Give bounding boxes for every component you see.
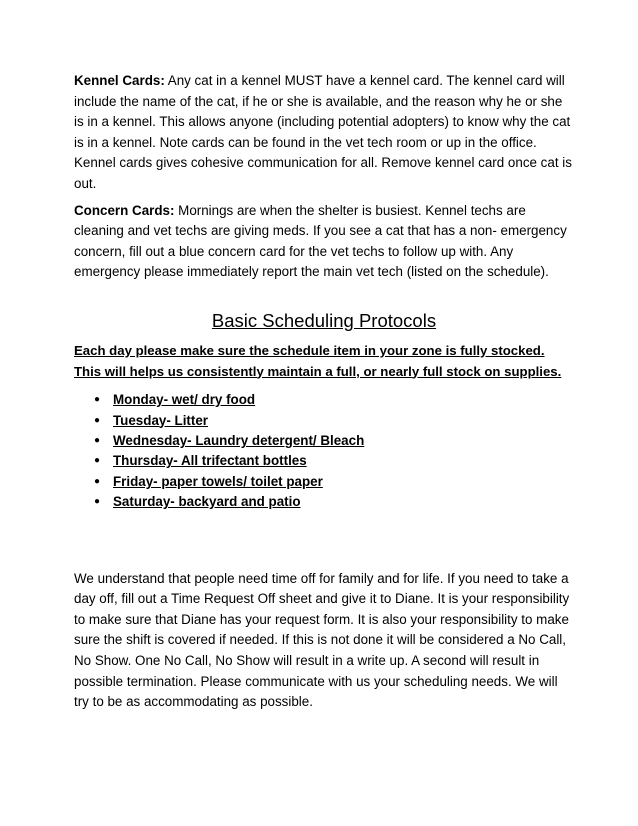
time-off-paragraph: We understand that people need time off for family and for life. If you need to take a day off, fill out a Time Request Off sheet and give it to Diane. It is your responsibility to make sure that Diane has your request form. It is also your responsibility to make sure the shift is covered if needed. If this is not done it will be considered a No Call, No Show. One No Call, No Show will result in a write up. A second will result in possible termination. Please communicate with us your scheduling needs. We will try to be as accommodating as possible. (74, 570, 570, 710)
schedule-item-text: Thursday- All trifectant bottles (113, 453, 307, 469)
scheduling-intro: Each day please make sure the schedule item in your zone is fully stocked. This will helps us consistently maintain a full, or nearly full stock on supplies. (74, 342, 562, 379)
list-item (74, 472, 574, 492)
schedule-item-text: Wednesday- Laundry detergent/ Bleach (113, 432, 365, 448)
bullet-icon: ● (94, 394, 101, 406)
list-item (74, 390, 574, 410)
concern-cards-term: Concern Cards: (74, 202, 175, 218)
bullet-icon: ● (94, 414, 101, 426)
bullet-icon: ● (94, 455, 101, 467)
schedule-item-text: Monday- wet/ dry food (113, 392, 256, 408)
kennel-cards-text: Any cat in a kennel MUST have a kennel card. The kennel card will include the name of the cat, if he or she is available, and the reason why he or she is in a kennel. This allows anyone (including potential adopters) to know why the cat is in a kennel. Note cards can be found in the vet tech room or up in the office. Kennel cards gives cohesive communication for all. Remove kennel card once cat is out. (74, 73, 572, 191)
schedule-item-text: Friday- paper towels/ toilet paper (113, 473, 323, 489)
schedule-item-text: Saturday- backyard and patio (113, 494, 301, 510)
list-item (74, 492, 574, 512)
schedule-item-text: Tuesday- Litter (113, 412, 208, 428)
kennel-cards-term: Kennel Cards: (74, 73, 165, 88)
kennel-cards-paragraph (74, 71, 574, 195)
scheduling-heading: Basic Scheduling Protocols (211, 309, 437, 331)
list-item (74, 431, 574, 451)
bullet-icon: ● (94, 434, 101, 446)
bullet-icon: ● (94, 496, 101, 508)
list-item (74, 411, 574, 431)
document-page (74, 71, 574, 713)
list-item (74, 451, 574, 471)
schedule-list (74, 390, 574, 512)
concern-cards-text: Mornings are when the shelter is busiest. Kennel techs are cleaning and vet techs are giving meds. If you see a cat that has a non- emergency concern, fill out a blue concern card for the vet techs to follow up with. Any emergency please immediately report the main vet tech (listed on the schedule). (74, 202, 567, 280)
bullet-icon: ● (94, 475, 101, 487)
concern-cards-paragraph (74, 201, 574, 283)
